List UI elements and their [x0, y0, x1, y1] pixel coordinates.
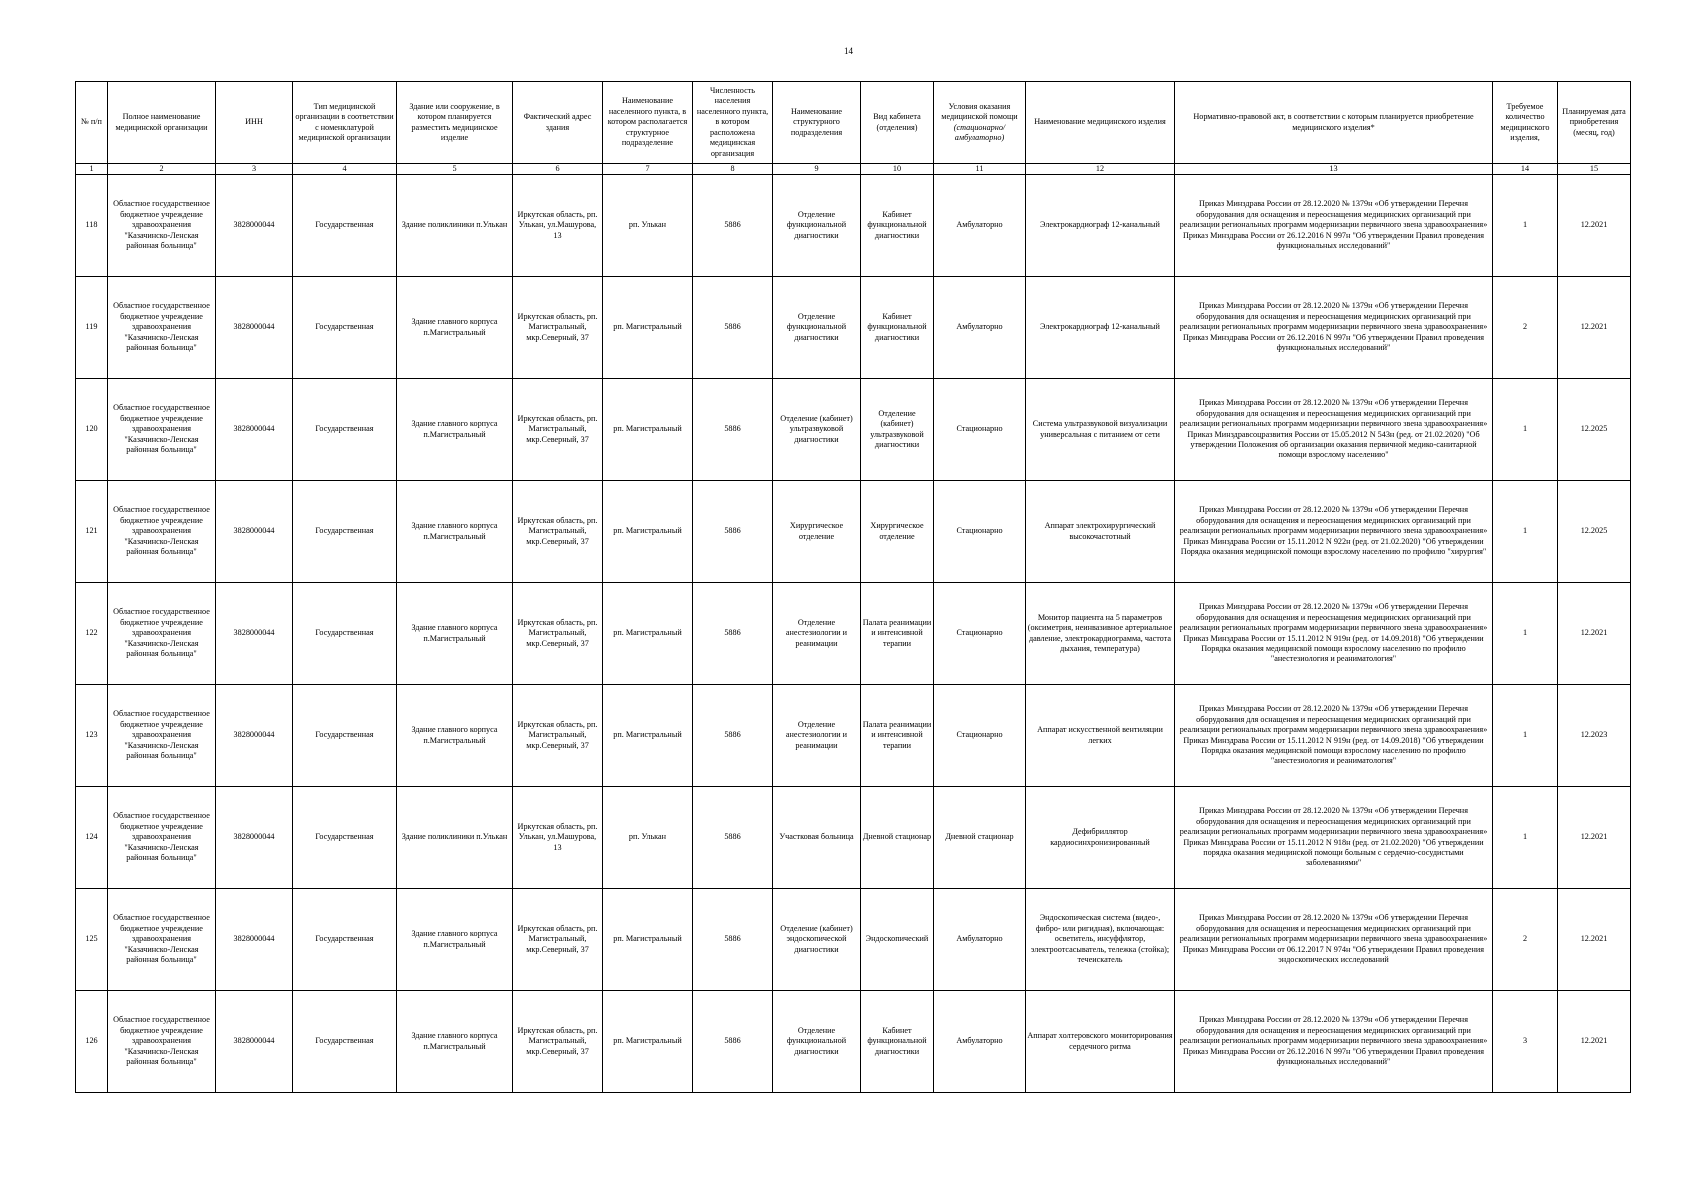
building-cell: Здание поликлиники п.Улькан [397, 787, 513, 889]
table-row [76, 277, 1631, 379]
quantity-cell: 1 [1493, 481, 1558, 583]
device-cell: Монитор пациента на 5 параметров (оксиметрия, неинвазивное артериальное давление, электрокардиограмма, частота дыхания, температура) [1026, 583, 1175, 685]
address-cell: Иркутская область, рп. Магистральный, мкр.Северный, 37 [513, 379, 603, 481]
legal-act-cell: Приказ Минздрава России от 28.12.2020 № 1379н «Об утверждении Перечня оборудования для оснащения и переоснащения медицинских организаций при реализации региональных программ модернизации первичного звена здравоохранения» Приказ Минздрава России от 06.12.2017 N 974н "Об утверждении Правил проведения эндоскопических исследований [1175, 889, 1493, 991]
table-body [76, 175, 1631, 1093]
row-number-cell: 126 [76, 991, 108, 1093]
building-cell: Здание поликлиники п.Улькан [397, 175, 513, 277]
address-cell: Иркутская область, рп. Магистральный, мкр.Северный, 37 [513, 481, 603, 583]
header-cell-quantity: Требуемое количество медицинского изделия, [1493, 82, 1558, 164]
row-number-cell: 123 [76, 685, 108, 787]
subdivision-cell: Отделение анестезиологии и реанимации [773, 583, 861, 685]
row-number-cell: 125 [76, 889, 108, 991]
population-cell: 5886 [693, 685, 773, 787]
locality-cell: рп. Магистральный [603, 481, 693, 583]
legal-act-cell: Приказ Минздрава России от 28.12.2020 № 1379н «Об утверждении Перечня оборудования для оснащения и переоснащения медицинских организаций при реализации региональных программ модернизации первичного звена здравоохранения» Приказ Минздрава России от 26.12.2016 N 997н "Об утверждении Правил проведения функциональных исследований" [1175, 175, 1493, 277]
org-type-cell: Государственная [293, 175, 397, 277]
header-cell-organization: Полное наименование медицинской организации [108, 82, 216, 164]
legal-act-cell: Приказ Минздрава России от 28.12.2020 № 1379н «Об утверждении Перечня оборудования для оснащения и переоснащения медицинских организаций при реализации региональных программ модернизации первичного звена здравоохранения» Приказ Минздрава России от 15.11.2012 N 919н (ред. от 14.09.2018) "Об утверждении Порядка оказания медицинской помощи взрослому населению по профилю "анестезиология и реаниматология" [1175, 685, 1493, 787]
legal-act-cell: Приказ Минздрава России от 28.12.2020 № 1379н «Об утверждении Перечня оборудования для оснащения и переоснащения медицинских организаций при реализации региональных программ модернизации первичного звена здравоохранения» Приказ Минздравсоцразвития России от 15.05.2012 N 543н (ред. от 21.02.2020) "Об утверждении Положения об организации оказания первичной медико-санитарной помощи взрослому населению" [1175, 379, 1493, 481]
organization-cell: Областное государственное бюджетное учреждение здравоохранения "Казачинско-Ленская районная больница" [108, 787, 216, 889]
cabinet-cell: Кабинет функциональной диагностики [861, 991, 934, 1093]
address-cell: Иркутская область, рп. Магистральный, мкр.Северный, 37 [513, 889, 603, 991]
subdivision-cell: Отделение анестезиологии и реанимации [773, 685, 861, 787]
building-cell: Здание главного корпуса п.Магистральный [397, 583, 513, 685]
locality-cell: рп. Магистральный [603, 583, 693, 685]
header-cell-legal-act: Нормативно-правовой акт, в соответствии с которым планируется приобретение медицинского изделия* [1175, 82, 1493, 164]
address-cell: Иркутская область, рп. Магистральный, мкр.Северный, 37 [513, 583, 603, 685]
inn-cell: 3828000044 [216, 481, 293, 583]
organization-cell: Областное государственное бюджетное учреждение здравоохранения "Казачинско-Ленская районная больница" [108, 889, 216, 991]
header-cell-subdivision: Наименование структурного подразделения [773, 82, 861, 164]
address-cell: Иркутская область, рп. Магистральный, мкр.Северный, 37 [513, 277, 603, 379]
date-cell: 12.2025 [1558, 481, 1631, 583]
header-cell-conditions [934, 82, 1026, 164]
cabinet-cell: Кабинет функциональной диагностики [861, 175, 934, 277]
locality-cell: рп. Магистральный [603, 991, 693, 1093]
inn-cell: 3828000044 [216, 787, 293, 889]
date-cell: 12.2021 [1558, 277, 1631, 379]
conditions-cell: Стационарно [934, 583, 1026, 685]
address-cell: Иркутская область, рп. Магистральный, мкр.Северный, 37 [513, 685, 603, 787]
inn-cell: 3828000044 [216, 379, 293, 481]
conditions-cell: Дневной стационар [934, 787, 1026, 889]
conditions-cell: Амбулаторно [934, 175, 1026, 277]
subdivision-cell: Отделение функциональной диагностики [773, 991, 861, 1093]
header-cell-device: Наименование медицинского изделия [1026, 82, 1175, 164]
header-cell-locality: Наименование населенного пункта, в котором располагается структурное подразделение [603, 82, 693, 164]
cabinet-cell: Эндоскопический [861, 889, 934, 991]
inn-cell: 3828000044 [216, 277, 293, 379]
legal-act-cell: Приказ Минздрава России от 28.12.2020 № 1379н «Об утверждении Перечня оборудования для оснащения и переоснащения медицинских организаций при реализации региональных программ модернизации первичного звена здравоохранения» Приказ Минздрава России от 15.11.2012 N 918н (ред. от 21.02.2020) "Об утверждении порядка оказания медицинской помощи больным с сердечно-сосудистыми заболеваниями" [1175, 787, 1493, 889]
quantity-cell: 1 [1493, 787, 1558, 889]
equipment-registry-table [75, 81, 1631, 1093]
subdivision-cell: Отделение (кабинет) ультразвуковой диагностики [773, 379, 861, 481]
column-number: 10 [861, 164, 934, 175]
org-type-cell: Государственная [293, 481, 397, 583]
device-cell: Электрокардиограф 12-канальный [1026, 277, 1175, 379]
row-number-cell: 120 [76, 379, 108, 481]
conditions-header-italic: (стационарно/амбулаторно) [953, 122, 1006, 142]
cabinet-cell: Отделение (кабинет) ультразвуковой диагностики [861, 379, 934, 481]
organization-cell: Областное государственное бюджетное учреждение здравоохранения "Казачинско-Ленская районная больница" [108, 481, 216, 583]
subdivision-cell: Отделение функциональной диагностики [773, 277, 861, 379]
device-cell: Дефибриллятор кардиосинхронизированный [1026, 787, 1175, 889]
inn-cell: 3828000044 [216, 583, 293, 685]
building-cell: Здание главного корпуса п.Магистральный [397, 889, 513, 991]
device-cell: Аппарат электрохирургический высокочастотный [1026, 481, 1175, 583]
table-row [76, 889, 1631, 991]
column-number: 15 [1558, 164, 1631, 175]
header-cell-date: Планируемая дата приобретения (месяц, год) [1558, 82, 1631, 164]
subdivision-cell: Хирургическое отделение [773, 481, 861, 583]
column-number: 6 [513, 164, 603, 175]
locality-cell: рп. Улькан [603, 787, 693, 889]
org-type-cell: Государственная [293, 889, 397, 991]
subdivision-cell: Отделение функциональной диагностики [773, 175, 861, 277]
population-cell: 5886 [693, 277, 773, 379]
date-cell: 12.2021 [1558, 583, 1631, 685]
building-cell: Здание главного корпуса п.Магистральный [397, 481, 513, 583]
device-cell: Электрокардиограф 12-канальный [1026, 175, 1175, 277]
column-number: 12 [1026, 164, 1175, 175]
device-cell: Аппарат холтеровского мониторирования сердечного ритма [1026, 991, 1175, 1093]
table-row [76, 787, 1631, 889]
quantity-cell: 2 [1493, 277, 1558, 379]
row-number-cell: 119 [76, 277, 108, 379]
header-cell-cabinet: Вид кабинета (отделения) [861, 82, 934, 164]
column-number: 8 [693, 164, 773, 175]
org-type-cell: Государственная [293, 379, 397, 481]
date-cell: 12.2021 [1558, 889, 1631, 991]
org-type-cell: Государственная [293, 583, 397, 685]
table-row [76, 481, 1631, 583]
header-cell-org-type: Тип медицинской организации в соответствии с номенклатурой медицинской организации [293, 82, 397, 164]
address-cell: Иркутская область, рп. Улькан, ул.Машурова, 13 [513, 787, 603, 889]
quantity-cell: 1 [1493, 175, 1558, 277]
column-number: 2 [108, 164, 216, 175]
column-number: 4 [293, 164, 397, 175]
legal-act-cell: Приказ Минздрава России от 28.12.2020 № 1379н «Об утверждении Перечня оборудования для оснащения и переоснащения медицинских организаций при реализации региональных программ модернизации первичного звена здравоохранения» Приказ Минздрава России от 26.12.2016 N 997н "Об утверждении Правил проведения функциональных исследований" [1175, 991, 1493, 1093]
quantity-cell: 1 [1493, 379, 1558, 481]
header-cell-building: Здание или сооружение, в котором планируется разместить медицинское изделие [397, 82, 513, 164]
org-type-cell: Государственная [293, 787, 397, 889]
quantity-cell: 2 [1493, 889, 1558, 991]
population-cell: 5886 [693, 175, 773, 277]
row-number-cell: 121 [76, 481, 108, 583]
table-row [76, 175, 1631, 277]
table-row [76, 583, 1631, 685]
subdivision-cell: Отделение (кабинет) эндоскопической диагностики [773, 889, 861, 991]
population-cell: 5886 [693, 991, 773, 1093]
org-type-cell: Государственная [293, 277, 397, 379]
header-row [76, 82, 1631, 164]
column-number: 7 [603, 164, 693, 175]
column-number: 5 [397, 164, 513, 175]
quantity-cell: 1 [1493, 583, 1558, 685]
legal-act-cell: Приказ Минздрава России от 28.12.2020 № 1379н «Об утверждении Перечня оборудования для оснащения и переоснащения медицинских организаций при реализации региональных программ модернизации первичного звена здравоохранения» Приказ Минздрава России от 15.11.2012 N 919н (ред. от 14.09.2018) "Об утверждении Порядка оказания медицинской помощи взрослому населению по профилю "анестезиология и реаниматология" [1175, 583, 1493, 685]
conditions-cell: Амбулаторно [934, 889, 1026, 991]
organization-cell: Областное государственное бюджетное учреждение здравоохранения "Казачинско-Ленская районная больница" [108, 379, 216, 481]
column-number: 3 [216, 164, 293, 175]
population-cell: 5886 [693, 481, 773, 583]
conditions-cell: Амбулаторно [934, 991, 1026, 1093]
legal-act-cell: Приказ Минздрава России от 28.12.2020 № 1379н «Об утверждении Перечня оборудования для оснащения и переоснащения медицинских организаций при реализации региональных программ модернизации первичного звена здравоохранения» Приказ Минздрава России от 15.11.2012 N 922н (ред. от 21.02.2020) "Об утверждении Порядка оказания медицинской помощи взрослому населению по профилю "хирургия" [1175, 481, 1493, 583]
organization-cell: Областное государственное бюджетное учреждение здравоохранения "Казачинско-Ленская районная больница" [108, 685, 216, 787]
date-cell: 12.2021 [1558, 175, 1631, 277]
column-number: 11 [934, 164, 1026, 175]
inn-cell: 3828000044 [216, 175, 293, 277]
table-row [76, 991, 1631, 1093]
column-number: 13 [1175, 164, 1493, 175]
device-cell: Эндоскопическая система (видео-, фибро- или ригидная), включающая: осветитель, инсуффлятор, электроотсасыватель, тележка (стойка); течеискатель [1026, 889, 1175, 991]
column-number: 1 [76, 164, 108, 175]
building-cell: Здание главного корпуса п.Магистральный [397, 991, 513, 1093]
row-number-cell: 124 [76, 787, 108, 889]
organization-cell: Областное государственное бюджетное учреждение здравоохранения "Казачинско-Ленская районная больница" [108, 583, 216, 685]
conditions-cell: Стационарно [934, 685, 1026, 787]
building-cell: Здание главного корпуса п.Магистральный [397, 685, 513, 787]
column-number: 14 [1493, 164, 1558, 175]
population-cell: 5886 [693, 787, 773, 889]
locality-cell: рп. Магистральный [603, 685, 693, 787]
device-cell: Система ультразвуковой визуализации универсальная с питанием от сети [1026, 379, 1175, 481]
cabinet-cell: Кабинет функциональной диагностики [861, 277, 934, 379]
organization-cell: Областное государственное бюджетное учреждение здравоохранения "Казачинско-Ленская районная больница" [108, 991, 216, 1093]
column-number: 9 [773, 164, 861, 175]
inn-cell: 3828000044 [216, 685, 293, 787]
cabinet-cell: Палата реанимации и интенсивной терапии [861, 583, 934, 685]
subdivision-cell: Участковая больница [773, 787, 861, 889]
date-cell: 12.2021 [1558, 787, 1631, 889]
population-cell: 5886 [693, 889, 773, 991]
cabinet-cell: Хирургическое отделение [861, 481, 934, 583]
inn-cell: 3828000044 [216, 991, 293, 1093]
header-cell-number: № п/п [76, 82, 108, 164]
table-row [76, 685, 1631, 787]
quantity-cell: 3 [1493, 991, 1558, 1093]
conditions-header-text: Условия оказания медицинской помощи [941, 101, 1018, 122]
legal-act-cell: Приказ Минздрава России от 28.12.2020 № 1379н «Об утверждении Перечня оборудования для оснащения и переоснащения медицинских организаций при реализации региональных программ модернизации первичного звена здравоохранения» Приказ Минздрава России от 26.12.2016 N 997н "Об утверждении Правил проведения функциональных исследований" [1175, 277, 1493, 379]
org-type-cell: Государственная [293, 991, 397, 1093]
population-cell: 5886 [693, 379, 773, 481]
column-number-row [76, 164, 1631, 175]
page-number: 14 [844, 46, 853, 56]
cabinet-cell: Палата реанимации и интенсивной терапии [861, 685, 934, 787]
building-cell: Здание главного корпуса п.Магистральный [397, 277, 513, 379]
address-cell: Иркутская область, рп. Улькан, ул.Машурова, 13 [513, 175, 603, 277]
address-cell: Иркутская область, рп. Магистральный, мкр.Северный, 37 [513, 991, 603, 1093]
table-row [76, 379, 1631, 481]
locality-cell: рп. Магистральный [603, 277, 693, 379]
row-number-cell: 118 [76, 175, 108, 277]
header-cell-address: Фактический адрес здания [513, 82, 603, 164]
conditions-cell: Стационарно [934, 379, 1026, 481]
date-cell: 12.2025 [1558, 379, 1631, 481]
inn-cell: 3828000044 [216, 889, 293, 991]
locality-cell: рп. Улькан [603, 175, 693, 277]
organization-cell: Областное государственное бюджетное учреждение здравоохранения "Казачинско-Ленская районная больница" [108, 175, 216, 277]
cabinet-cell: Дневной стационар [861, 787, 934, 889]
date-cell: 12.2021 [1558, 991, 1631, 1093]
date-cell: 12.2023 [1558, 685, 1631, 787]
device-cell: Аппарат искусственной вентиляции легких [1026, 685, 1175, 787]
quantity-cell: 1 [1493, 685, 1558, 787]
locality-cell: рп. Магистральный [603, 889, 693, 991]
table-header [76, 82, 1631, 175]
header-cell-inn: ИНН [216, 82, 293, 164]
locality-cell: рп. Магистральный [603, 379, 693, 481]
header-cell-population: Численность населения населенного пункта, в котором расположена медицинская организация [693, 82, 773, 164]
organization-cell: Областное государственное бюджетное учреждение здравоохранения "Казачинско-Ленская районная больница" [108, 277, 216, 379]
conditions-cell: Стационарно [934, 481, 1026, 583]
building-cell: Здание главного корпуса п.Магистральный [397, 379, 513, 481]
row-number-cell: 122 [76, 583, 108, 685]
conditions-cell: Амбулаторно [934, 277, 1026, 379]
population-cell: 5886 [693, 583, 773, 685]
org-type-cell: Государственная [293, 685, 397, 787]
